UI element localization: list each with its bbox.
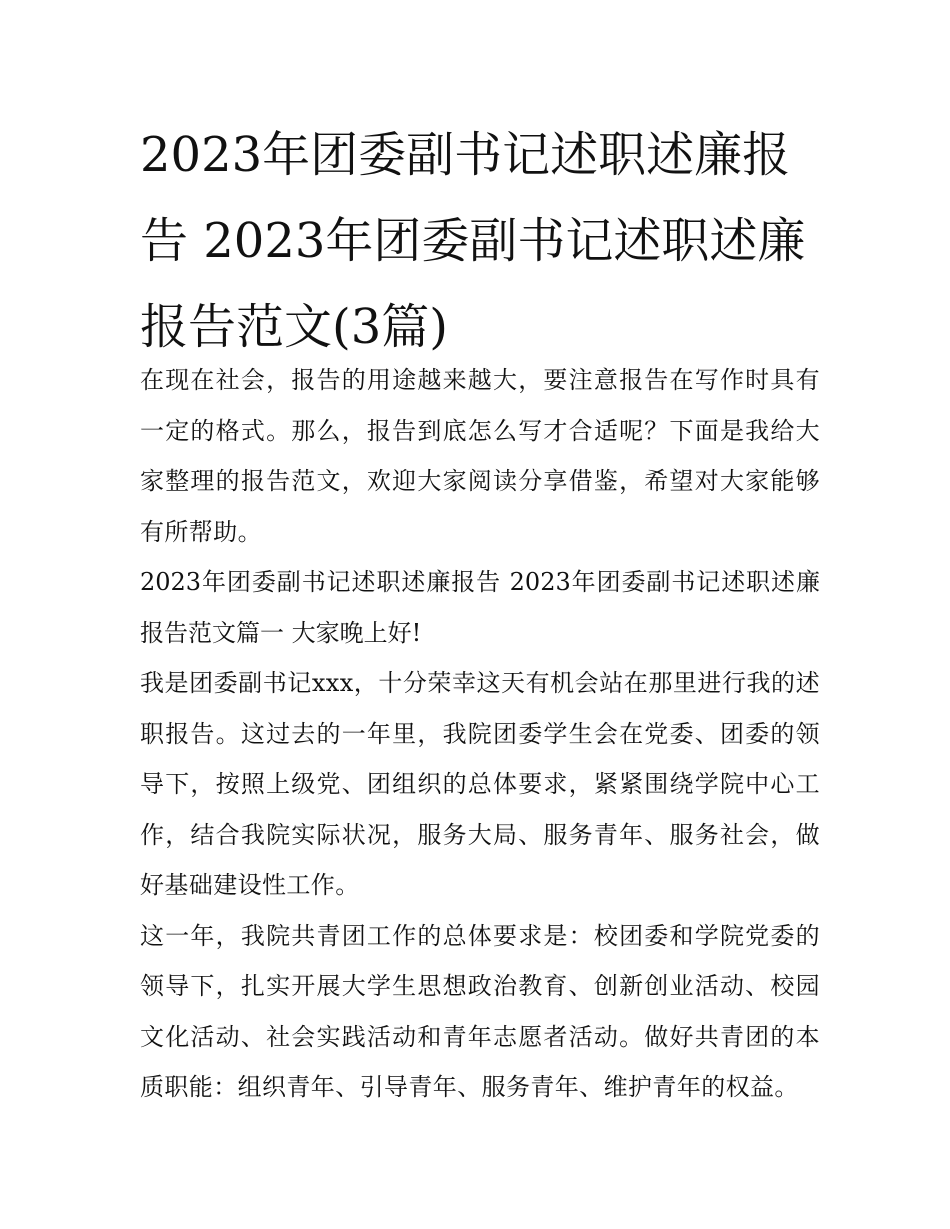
intro-paragraph: 在现在社会，报告的用途越来越大，要注意报告在写作时具有一定的格式。那么，报告到底怎么写才合适呢？下面是我给大家整理的报告范文，欢迎大家阅读分享借鉴，希望对大家能够有所帮助。 xyxy=(140,366,820,546)
document-body xyxy=(140,355,820,1113)
body-paragraph: 这一年，我院共青团工作的总体要求是：校团委和学院党委的领导下，扎实开展大学生思想政治教育、创新创业活动、校园文化活动、社会实践活动和青年志愿者活动。做好共青团的本质职能：组织青年、引导青年、服务青年、维护青年的权益。 xyxy=(140,921,820,1101)
document-title: 2023年团委副书记述职述廉报告 2023年团委副书记述职述廉报告范文(3篇) xyxy=(140,127,806,355)
section-heading-paragraph: 2023年团委副书记述职述廉报告 2023年团委副书记述职述廉报告范文篇一 大家晚上好! xyxy=(140,568,820,647)
body-paragraph: 我是团委副书记xxx，十分荣幸这天有机会站在那里进行我的述职报告。这过去的一年里，我院团委学生会在党委、团委的领导下，按照上级党、团组织的总体要求，紧紧围绕学院中心工作，结合我院实际状况，服务大局、服务青年、服务社会，做好基础建设性工作。 xyxy=(140,669,820,899)
